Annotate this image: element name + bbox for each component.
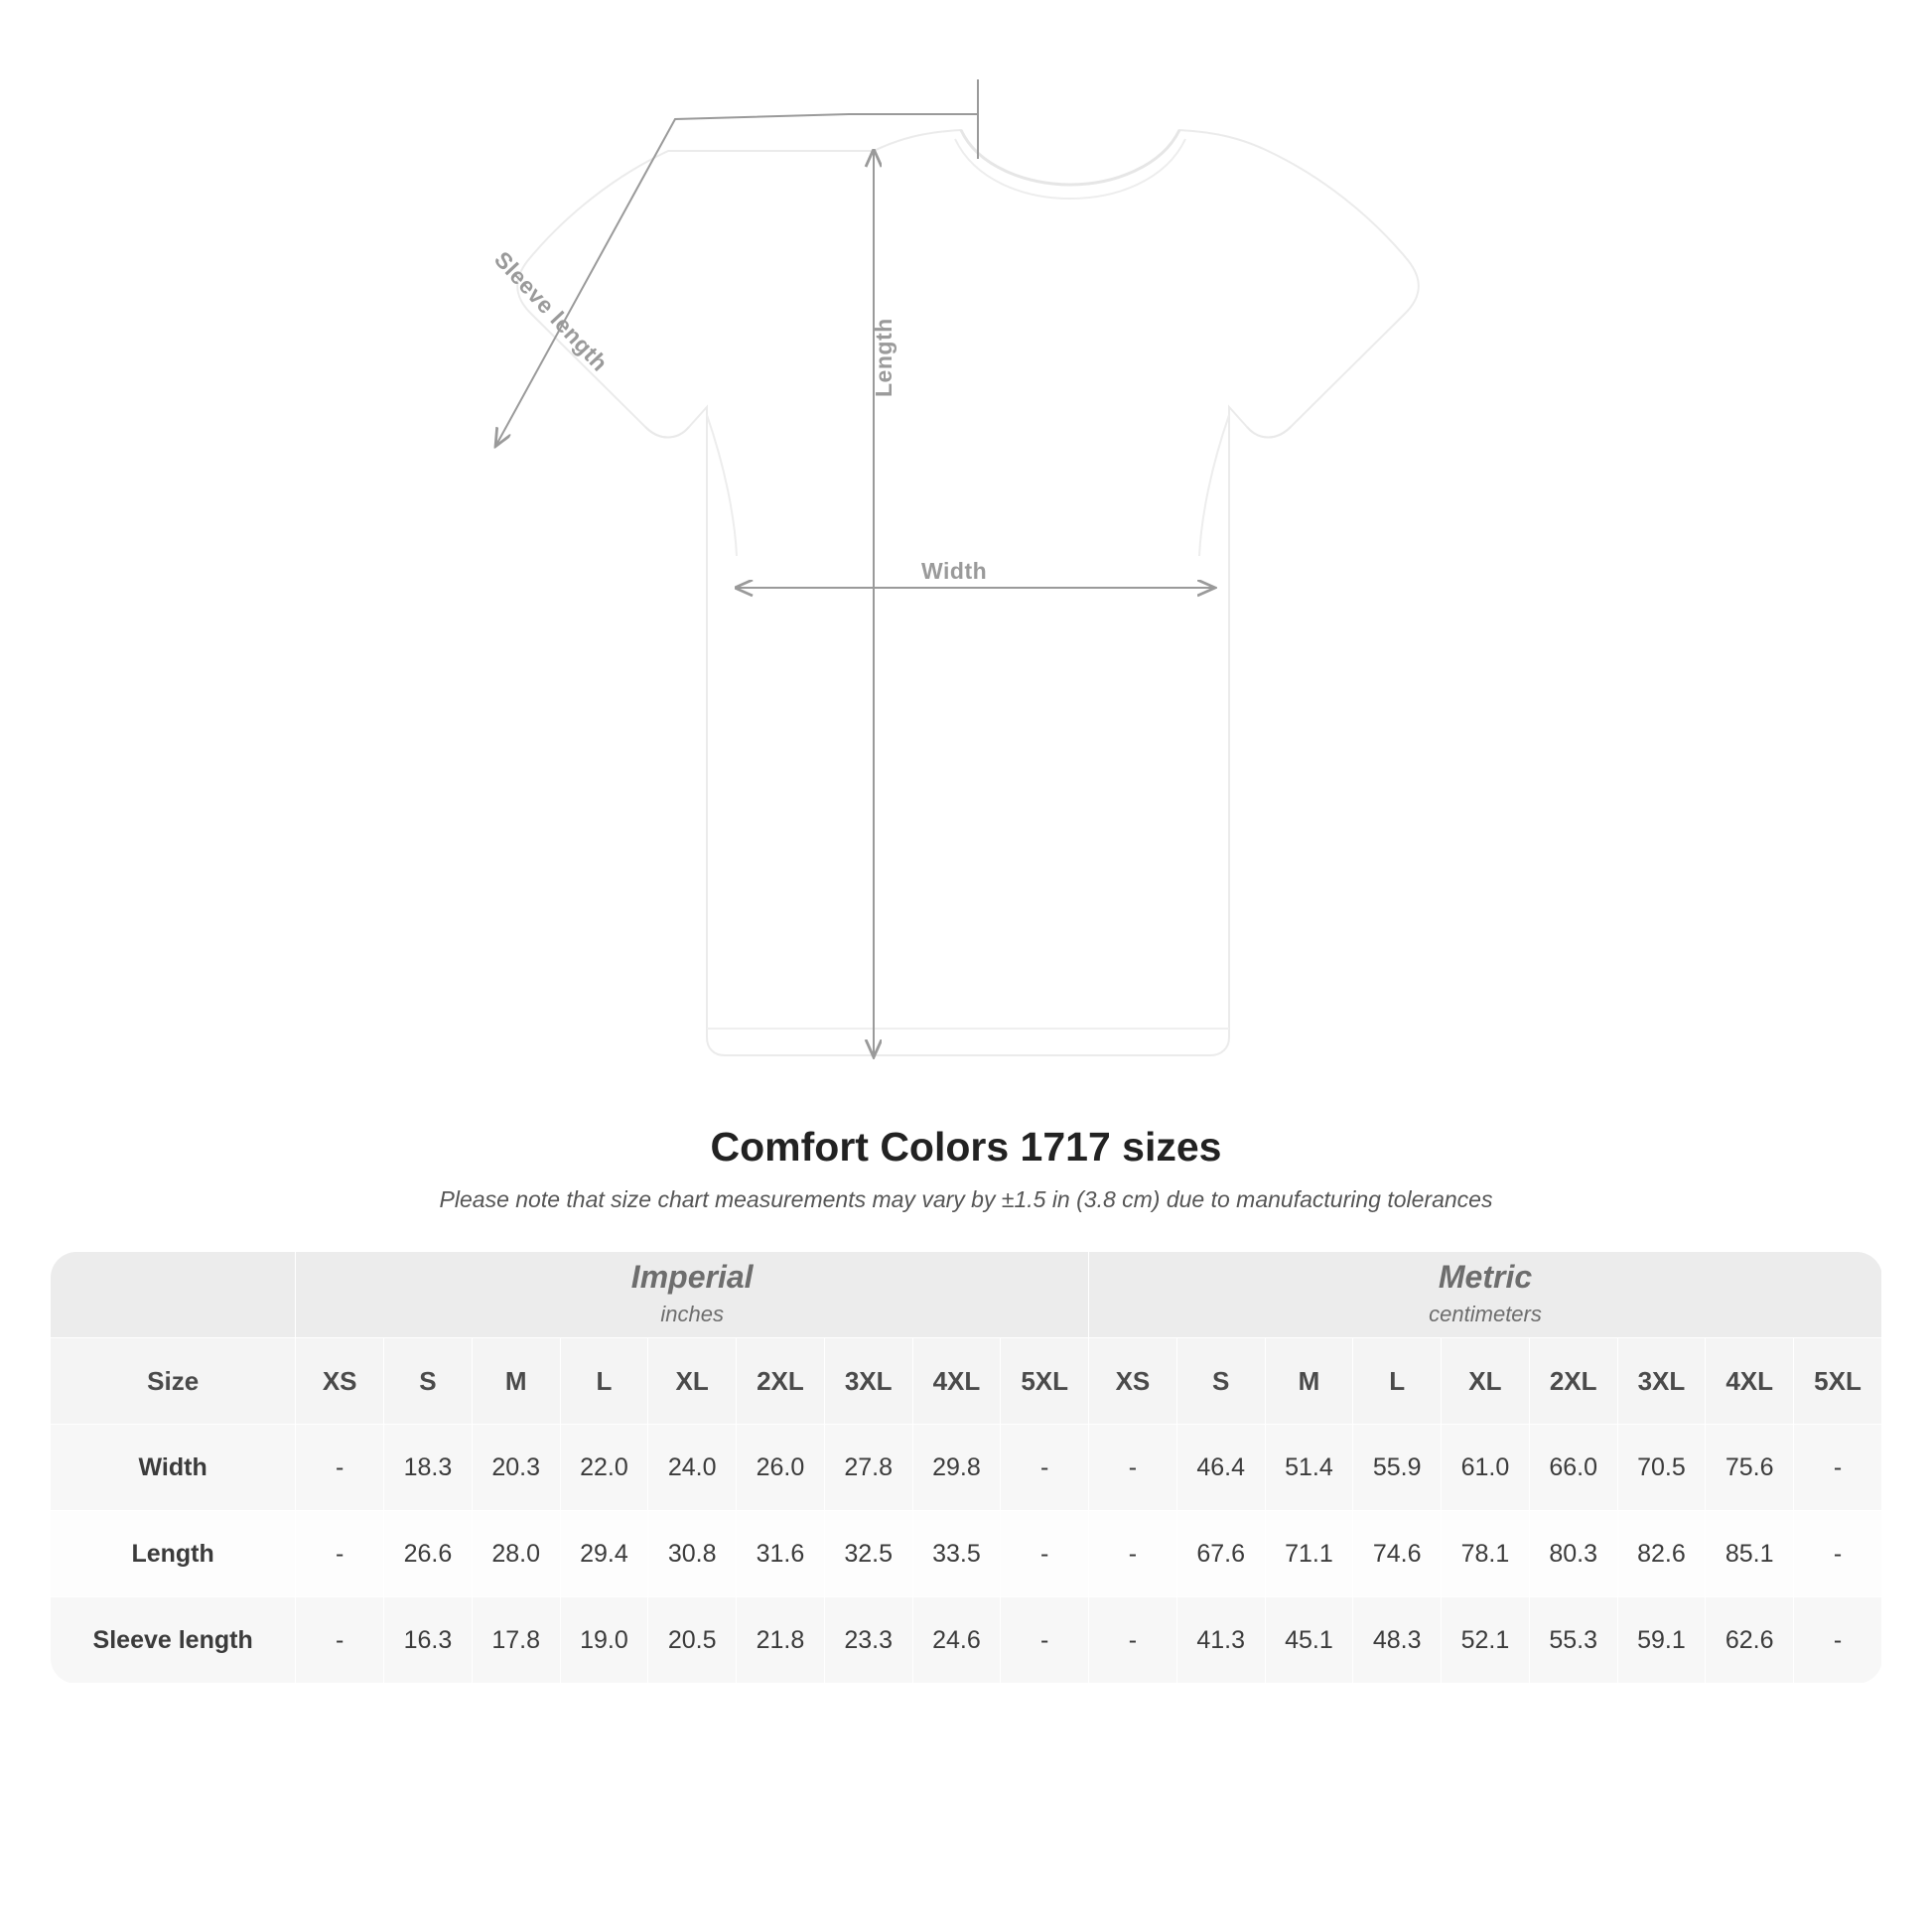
table-row-sleeve-length: [51, 1597, 1882, 1684]
cell-width-metric-xs: -: [1089, 1425, 1177, 1511]
cell-width-metric-4xl: 75.6: [1706, 1425, 1794, 1511]
cell-width-imperial-xs: -: [296, 1425, 384, 1511]
size-header-label: Size: [51, 1338, 296, 1425]
size-header-metric-l: L: [1353, 1338, 1442, 1425]
size-header-metric-5xl: 5XL: [1794, 1338, 1882, 1425]
width-label: Width: [921, 558, 988, 584]
cell-sleeve-metric-5xl: -: [1794, 1597, 1882, 1684]
cell-length-metric-5xl: -: [1794, 1511, 1882, 1597]
size-header-imperial-3xl: 3XL: [824, 1338, 912, 1425]
cell-width-imperial-s: 18.3: [384, 1425, 473, 1511]
cell-width-metric-l: 55.9: [1353, 1425, 1442, 1511]
size-header-metric-xs: XS: [1089, 1338, 1177, 1425]
cell-length-imperial-4xl: 33.5: [912, 1511, 1001, 1597]
cell-length-imperial-xs: -: [296, 1511, 384, 1597]
cell-width-imperial-3xl: 27.8: [824, 1425, 912, 1511]
cell-length-imperial-2xl: 31.6: [737, 1511, 825, 1597]
cell-width-metric-xl: 61.0: [1442, 1425, 1530, 1511]
size-header-metric-4xl: 4XL: [1706, 1338, 1794, 1425]
page-title: Comfort Colors 1717 sizes: [710, 1124, 1222, 1170]
cell-width-metric-s: 46.4: [1176, 1425, 1265, 1511]
unit-header-metric: [1089, 1252, 1882, 1338]
cell-sleeve-metric-s: 41.3: [1176, 1597, 1265, 1684]
unit-header-imperial: [296, 1252, 1089, 1338]
tshirt-shape: [517, 130, 1419, 1055]
cell-width-imperial-4xl: 29.8: [912, 1425, 1001, 1511]
cell-sleeve-metric-2xl: 55.3: [1529, 1597, 1617, 1684]
cell-length-metric-l: 74.6: [1353, 1511, 1442, 1597]
size-header-imperial-l: L: [560, 1338, 648, 1425]
cell-width-imperial-l: 22.0: [560, 1425, 648, 1511]
cell-sleeve-metric-m: 45.1: [1265, 1597, 1353, 1684]
title-block: [0, 1124, 1932, 1213]
size-header-imperial-m: M: [472, 1338, 560, 1425]
cell-width-imperial-xl: 24.0: [648, 1425, 737, 1511]
cell-length-metric-3xl: 82.6: [1617, 1511, 1706, 1597]
sleeve-length-label: Sleeve length: [488, 246, 614, 376]
size-header-metric-s: S: [1176, 1338, 1265, 1425]
size-chart-table: [50, 1251, 1882, 1684]
cell-width-metric-2xl: 66.0: [1529, 1425, 1617, 1511]
cell-sleeve-metric-l: 48.3: [1353, 1597, 1442, 1684]
row-label-length: Length: [51, 1511, 296, 1597]
cell-length-metric-xs: -: [1089, 1511, 1177, 1597]
cell-width-imperial-5xl: -: [1001, 1425, 1089, 1511]
cell-width-imperial-2xl: 26.0: [737, 1425, 825, 1511]
row-label-sleeve-length: Sleeve length: [51, 1597, 296, 1684]
cell-width-imperial-m: 20.3: [472, 1425, 560, 1511]
cell-sleeve-metric-3xl: 59.1: [1617, 1597, 1706, 1684]
cell-sleeve-imperial-l: 19.0: [560, 1597, 648, 1684]
unit-imperial-sub: inches: [660, 1302, 724, 1327]
cell-sleeve-metric-xs: -: [1089, 1597, 1177, 1684]
cell-sleeve-metric-xl: 52.1: [1442, 1597, 1530, 1684]
cell-sleeve-imperial-m: 17.8: [472, 1597, 560, 1684]
cell-width-metric-5xl: -: [1794, 1425, 1882, 1511]
cell-width-metric-3xl: 70.5: [1617, 1425, 1706, 1511]
cell-sleeve-imperial-3xl: 23.3: [824, 1597, 912, 1684]
unit-header-row: [51, 1252, 1882, 1338]
size-header-imperial-5xl: 5XL: [1001, 1338, 1089, 1425]
size-header-row: [51, 1338, 1882, 1425]
size-header-metric-xl: XL: [1442, 1338, 1530, 1425]
table-row-length: [51, 1511, 1882, 1597]
cell-length-imperial-xl: 30.8: [648, 1511, 737, 1597]
row-label-width: Width: [51, 1425, 296, 1511]
table-row-width: [51, 1425, 1882, 1511]
unit-metric-sub: centimeters: [1429, 1302, 1542, 1327]
cell-length-metric-4xl: 85.1: [1706, 1511, 1794, 1597]
unit-metric-name: Metric: [1438, 1259, 1533, 1296]
size-header-imperial-s: S: [384, 1338, 473, 1425]
size-header-imperial-xs: XS: [296, 1338, 384, 1425]
size-header-imperial-xl: XL: [648, 1338, 737, 1425]
cell-sleeve-imperial-s: 16.3: [384, 1597, 473, 1684]
length-label: Length: [871, 318, 897, 397]
cell-length-imperial-5xl: -: [1001, 1511, 1089, 1597]
cell-length-imperial-3xl: 32.5: [824, 1511, 912, 1597]
cell-length-metric-m: 71.1: [1265, 1511, 1353, 1597]
cell-length-metric-2xl: 80.3: [1529, 1511, 1617, 1597]
size-header-imperial-2xl: 2XL: [737, 1338, 825, 1425]
cell-length-imperial-l: 29.4: [560, 1511, 648, 1597]
cell-length-imperial-m: 28.0: [472, 1511, 560, 1597]
cell-length-metric-s: 67.6: [1176, 1511, 1265, 1597]
cell-length-metric-xl: 78.1: [1442, 1511, 1530, 1597]
unit-imperial-name: Imperial: [630, 1259, 754, 1296]
size-header-imperial-4xl: 4XL: [912, 1338, 1001, 1425]
unit-header-corner: [51, 1252, 296, 1338]
size-chart-table-container: [50, 1251, 1882, 1684]
cell-width-metric-m: 51.4: [1265, 1425, 1353, 1511]
cell-sleeve-imperial-2xl: 21.8: [737, 1597, 825, 1684]
size-header-metric-m: M: [1265, 1338, 1353, 1425]
cell-sleeve-metric-4xl: 62.6: [1706, 1597, 1794, 1684]
cell-sleeve-imperial-xs: -: [296, 1597, 384, 1684]
size-header-metric-3xl: 3XL: [1617, 1338, 1706, 1425]
cell-length-imperial-s: 26.6: [384, 1511, 473, 1597]
cell-sleeve-imperial-5xl: -: [1001, 1597, 1089, 1684]
tolerance-note: Please note that size chart measurements may vary by ±1.5 in (3.8 cm) due to manufacturing tolerances: [439, 1186, 1493, 1212]
cell-sleeve-imperial-xl: 20.5: [648, 1597, 737, 1684]
size-header-metric-2xl: 2XL: [1529, 1338, 1617, 1425]
cell-sleeve-imperial-4xl: 24.6: [912, 1597, 1001, 1684]
